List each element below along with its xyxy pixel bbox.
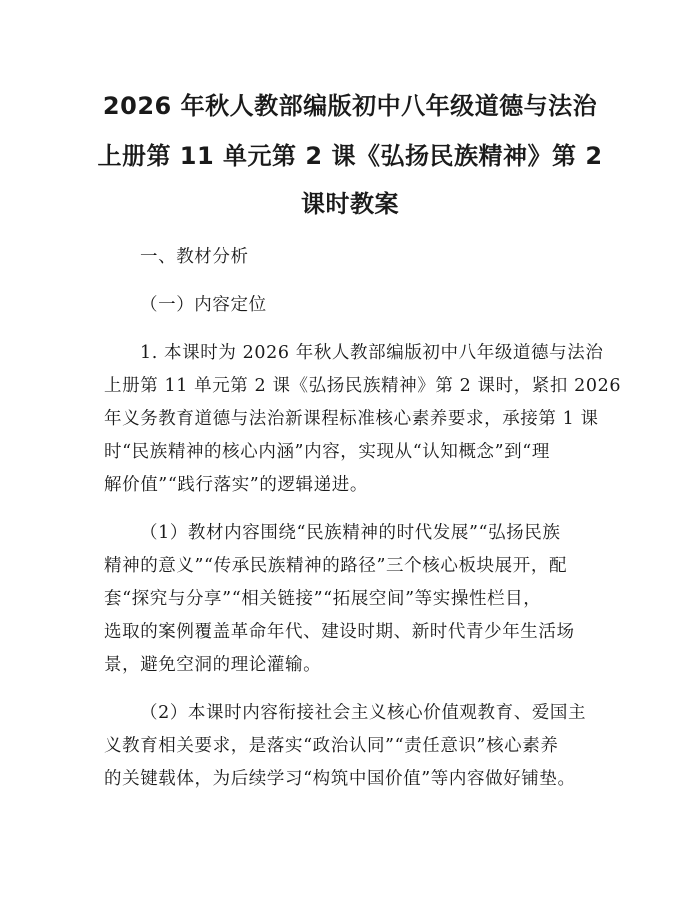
paragraph-1-line-4: 时“民族精神的核心内涵”内容，实现从“认知概念”到“理 [104, 442, 550, 462]
document-title-line-3: 课时教案 [301, 190, 399, 218]
paragraph-1-line-3: 年义务教育道德与法治新课程标准核心素养要求，承接第 1 课 [104, 409, 599, 429]
paragraph-2-line-4: 选取的案例覆盖革命年代、建设时期、新时代青少年生活场 [104, 622, 575, 642]
section-heading: 一、教材分析 [140, 247, 249, 267]
paragraph-2-line-2: 精神的意义”“传承民族精神的路径”三个核心板块展开，配 [104, 556, 568, 576]
paragraph-3-line-3: 的关键载体，为后续学习“构筑中国价值”等内容做好铺垫。 [104, 769, 576, 789]
paragraph-1-line-1: 1. 本课时为 2026 年秋人教部编版初中八年级道德与法治 [140, 343, 604, 363]
paragraph-1-line-2: 上册第 11 单元第 2 课《弘扬民族精神》第 2 课时，紧扣 2026 [104, 376, 622, 396]
document-title-line-1: 2026 年秋人教部编版初中八年级道德与法治 [102, 92, 598, 120]
paragraph-2-line-3: 套“探究与分享”“相关链接”“拓展空间”等实操性栏目， [104, 589, 542, 609]
paragraph-3-line-2: 义教育相关要求，是落实“政治认同”“责任意识”核心素养 [104, 736, 559, 756]
paragraph-2-line-1: （1）教材内容围绕“民族精神的时代发展”“弘扬民族 [140, 523, 561, 543]
paragraph-3-line-1: （2）本课时内容衔接社会主义核心价值观教育、爱国主 [140, 703, 587, 723]
subsection-heading: （一）内容定位 [140, 295, 267, 315]
paragraph-2-line-5: 景，避免空洞的理论灌输。 [104, 655, 322, 675]
document-title-line-2: 上册第 11 单元第 2 课《弘扬民族精神》第 2 [97, 142, 603, 170]
paragraph-1-line-5: 解价值”“践行落实”的逻辑递进。 [104, 475, 368, 495]
